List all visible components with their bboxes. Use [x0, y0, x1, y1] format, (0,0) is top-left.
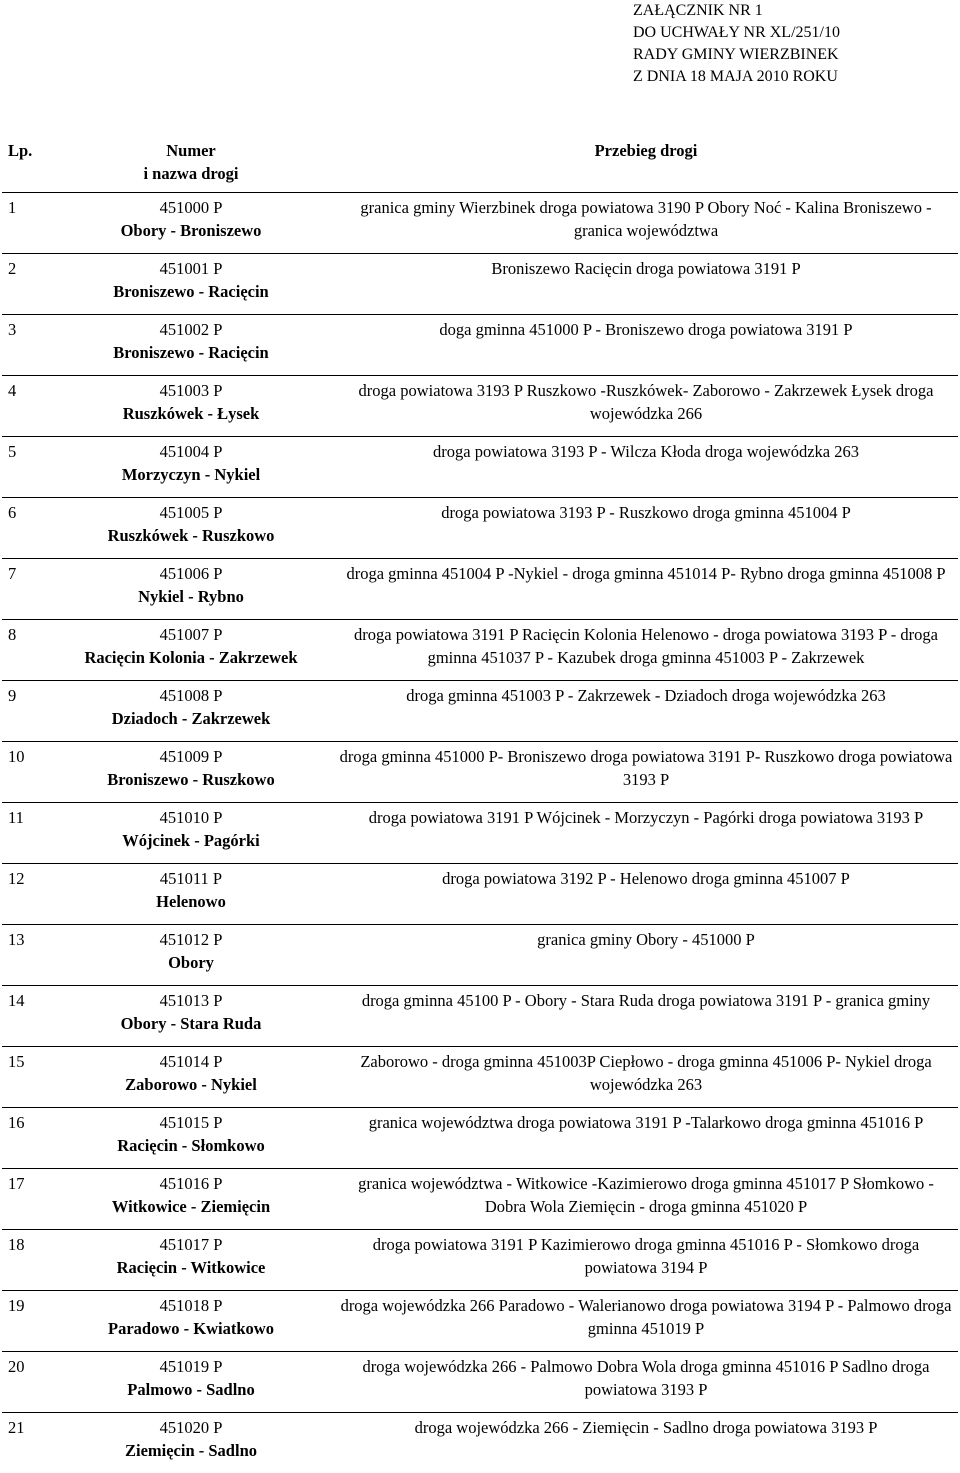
road-route: droga powiatowa 3191 P Kazimierowo droga gminna 451016 P - Słomkowo droga powiatowa 3194 P: [326, 1230, 958, 1291]
road-route: granica gminy Wierzbinek droga powiatowa 3190 P Obory Noć - Kalina Broniszewo - granica województwa: [326, 193, 958, 254]
road-route: droga gminna 451004 P -Nykiel - droga gminna 451014 P- Rybno droga gminna 451008 P: [326, 559, 958, 620]
table-row: [2, 315, 958, 376]
table-row: [2, 681, 958, 742]
table-row: [2, 620, 958, 681]
road-number: 451005 P: [56, 501, 326, 524]
table-row: [2, 193, 958, 254]
road-number: 451001 P: [56, 257, 326, 280]
roads-table: [2, 135, 958, 1473]
road-number: 451007 P: [56, 623, 326, 646]
road-name: Nykiel - Rybno: [56, 585, 326, 608]
road-route: granica gminy Obory - 451000 P: [326, 925, 958, 986]
road-number: 451008 P: [56, 684, 326, 707]
road-number: 451013 P: [56, 989, 326, 1012]
road-name: Broniszewo - Racięcin: [56, 280, 326, 303]
road-number: 451012 P: [56, 928, 326, 951]
table-row: [2, 1413, 958, 1473]
row-road-cell: [56, 1352, 326, 1413]
road-route: droga powiatowa 3193 P - Wilcza Kłoda droga wojewódzka 263: [326, 437, 958, 498]
road-number: 451004 P: [56, 440, 326, 463]
road-number: 451010 P: [56, 806, 326, 829]
road-number: 451019 P: [56, 1355, 326, 1378]
table-row: [2, 498, 958, 559]
row-road-cell: [56, 620, 326, 681]
row-road-cell: [56, 193, 326, 254]
road-number: 451016 P: [56, 1172, 326, 1195]
row-road-cell: [56, 681, 326, 742]
road-number: 451002 P: [56, 318, 326, 341]
road-name: Obory: [56, 951, 326, 974]
road-number: 451006 P: [56, 562, 326, 585]
table-row: [2, 254, 958, 315]
row-lp: 3: [2, 315, 56, 376]
table-row: [2, 1047, 958, 1108]
row-lp: 5: [2, 437, 56, 498]
row-lp: 17: [2, 1169, 56, 1230]
row-lp: 8: [2, 620, 56, 681]
road-route: droga wojewódzka 266 - Palmowo Dobra Wola droga gminna 451016 P Sadlno droga powiatowa 3193 P: [326, 1352, 958, 1413]
road-route: granica województwa - Witkowice -Kazimierowo droga gminna 451017 P Słomkowo -Dobra Wola Ziemięcin - droga gminna 451020 P: [326, 1169, 958, 1230]
road-number: 451018 P: [56, 1294, 326, 1317]
row-road-cell: [56, 1413, 326, 1473]
row-lp: 14: [2, 986, 56, 1047]
road-route: droga gminna 451000 P- Broniszewo droga powiatowa 3191 P- Ruszkowo droga powiatowa 3193 P: [326, 742, 958, 803]
table-row: [2, 559, 958, 620]
road-name: Ruszkówek - Ruszkowo: [56, 524, 326, 547]
header-lp: Lp.: [2, 135, 56, 193]
row-lp: 9: [2, 681, 56, 742]
road-route: droga powiatowa 3192 P - Helenowo droga gminna 451007 P: [326, 864, 958, 925]
row-lp: 19: [2, 1291, 56, 1352]
table-row: [2, 925, 958, 986]
road-route: droga wojewódzka 266 - Ziemięcin - Sadlno droga powiatowa 3193 P: [326, 1413, 958, 1473]
road-number: 451014 P: [56, 1050, 326, 1073]
road-name: Racięcin - Witkowice: [56, 1256, 326, 1279]
document-header: [633, 0, 840, 88]
road-name: Helenowo: [56, 890, 326, 913]
row-road-cell: [56, 254, 326, 315]
row-road-cell: [56, 925, 326, 986]
row-road-cell: [56, 1108, 326, 1169]
road-number: 451000 P: [56, 196, 326, 219]
road-name: Ziemięcin - Sadlno: [56, 1439, 326, 1462]
row-road-cell: [56, 1169, 326, 1230]
row-road-cell: [56, 437, 326, 498]
row-road-cell: [56, 376, 326, 437]
row-lp: 12: [2, 864, 56, 925]
road-route: droga powiatowa 3191 P Racięcin Kolonia Helenowo - droga powiatowa 3193 P - droga gminna 451037 P - Kazubek droga gminna 451003 P - Zakrzewek: [326, 620, 958, 681]
header-name-line: i nazwa drogi: [56, 162, 326, 185]
table-row: [2, 437, 958, 498]
road-name: Paradowo - Kwiatkowo: [56, 1317, 326, 1340]
row-lp: 21: [2, 1413, 56, 1473]
row-lp: 10: [2, 742, 56, 803]
road-route: doga gminna 451000 P - Broniszewo droga powiatowa 3191 P: [326, 315, 958, 376]
road-name: Wójcinek - Pagórki: [56, 829, 326, 852]
road-name: Racięcin - Słomkowo: [56, 1134, 326, 1157]
road-name: Obory - Stara Ruda: [56, 1012, 326, 1035]
row-lp: 6: [2, 498, 56, 559]
table-row: [2, 986, 958, 1047]
row-road-cell: [56, 1230, 326, 1291]
road-name: Zaborowo - Nykiel: [56, 1073, 326, 1096]
road-number: 451017 P: [56, 1233, 326, 1256]
table-row: [2, 1169, 958, 1230]
road-number: 451015 P: [56, 1111, 326, 1134]
table-row: [2, 1230, 958, 1291]
header-number-name: [56, 135, 326, 193]
road-route: droga powiatowa 3193 P - Ruszkowo droga gminna 451004 P: [326, 498, 958, 559]
road-number: 451009 P: [56, 745, 326, 768]
table-row: [2, 376, 958, 437]
table-row: [2, 864, 958, 925]
road-route: droga powiatowa 3191 P Wójcinek - Morzyczyn - Pagórki droga powiatowa 3193 P: [326, 803, 958, 864]
row-road-cell: [56, 864, 326, 925]
road-route: droga wojewódzka 266 Paradowo - Walerianowo droga powiatowa 3194 P - Palmowo droga gminna 451019 P: [326, 1291, 958, 1352]
row-lp: 15: [2, 1047, 56, 1108]
road-name: Ruszkówek - Łysek: [56, 402, 326, 425]
road-name: Broniszewo - Ruszkowo: [56, 768, 326, 791]
row-road-cell: [56, 498, 326, 559]
row-road-cell: [56, 986, 326, 1047]
resolution-number: DO UCHWAŁY NR XL/251/10: [633, 22, 840, 44]
row-lp: 2: [2, 254, 56, 315]
road-number: 451003 P: [56, 379, 326, 402]
road-name: Broniszewo - Racięcin: [56, 341, 326, 364]
road-route: droga gminna 451003 P - Zakrzewek - Dziadoch droga wojewódzka 263: [326, 681, 958, 742]
council-name: RADY GMINY WIERZBINEK: [633, 44, 840, 66]
attachment-title: ZAŁĄCZNIK NR 1: [633, 0, 840, 22]
row-lp: 11: [2, 803, 56, 864]
row-road-cell: [56, 1047, 326, 1108]
road-name: Dziadoch - Zakrzewek: [56, 707, 326, 730]
row-lp: 18: [2, 1230, 56, 1291]
road-route: granica województwa droga powiatowa 3191 P -Talarkowo droga gminna 451016 P: [326, 1108, 958, 1169]
row-road-cell: [56, 315, 326, 376]
table-row: [2, 742, 958, 803]
header-number-line: Numer: [56, 139, 326, 162]
road-name: Palmowo - Sadlno: [56, 1378, 326, 1401]
header-route: Przebieg drogi: [326, 135, 958, 193]
road-number: 451011 P: [56, 867, 326, 890]
road-route: droga powiatowa 3193 P Ruszkowo -Ruszkówek- Zaborowo - Zakrzewek Łysek droga wojewódzka 266: [326, 376, 958, 437]
row-road-cell: [56, 559, 326, 620]
row-road-cell: [56, 742, 326, 803]
road-name: Obory - Broniszewo: [56, 219, 326, 242]
row-lp: 4: [2, 376, 56, 437]
row-lp: 7: [2, 559, 56, 620]
table-row: [2, 1108, 958, 1169]
road-number: 451020 P: [56, 1416, 326, 1439]
row-lp: 1: [2, 193, 56, 254]
row-road-cell: [56, 1291, 326, 1352]
road-route: Zaborowo - droga gminna 451003P Ciepłowo - droga gminna 451006 P- Nykiel droga wojewódzka 263: [326, 1047, 958, 1108]
table-header-row: [2, 135, 958, 193]
row-road-cell: [56, 803, 326, 864]
table-row: [2, 1291, 958, 1352]
road-route: droga gminna 45100 P - Obory - Stara Ruda droga powiatowa 3191 P - granica gminy: [326, 986, 958, 1047]
table-row: [2, 803, 958, 864]
table-row: [2, 1352, 958, 1413]
road-name: Morzyczyn - Nykiel: [56, 463, 326, 486]
resolution-date: Z DNIA 18 MAJA 2010 ROKU: [633, 66, 840, 88]
row-lp: 16: [2, 1108, 56, 1169]
row-lp: 13: [2, 925, 56, 986]
row-lp: 20: [2, 1352, 56, 1413]
road-name: Witkowice - Ziemięcin: [56, 1195, 326, 1218]
road-route: Broniszewo Racięcin droga powiatowa 3191 P: [326, 254, 958, 315]
road-name: Racięcin Kolonia - Zakrzewek: [56, 646, 326, 669]
